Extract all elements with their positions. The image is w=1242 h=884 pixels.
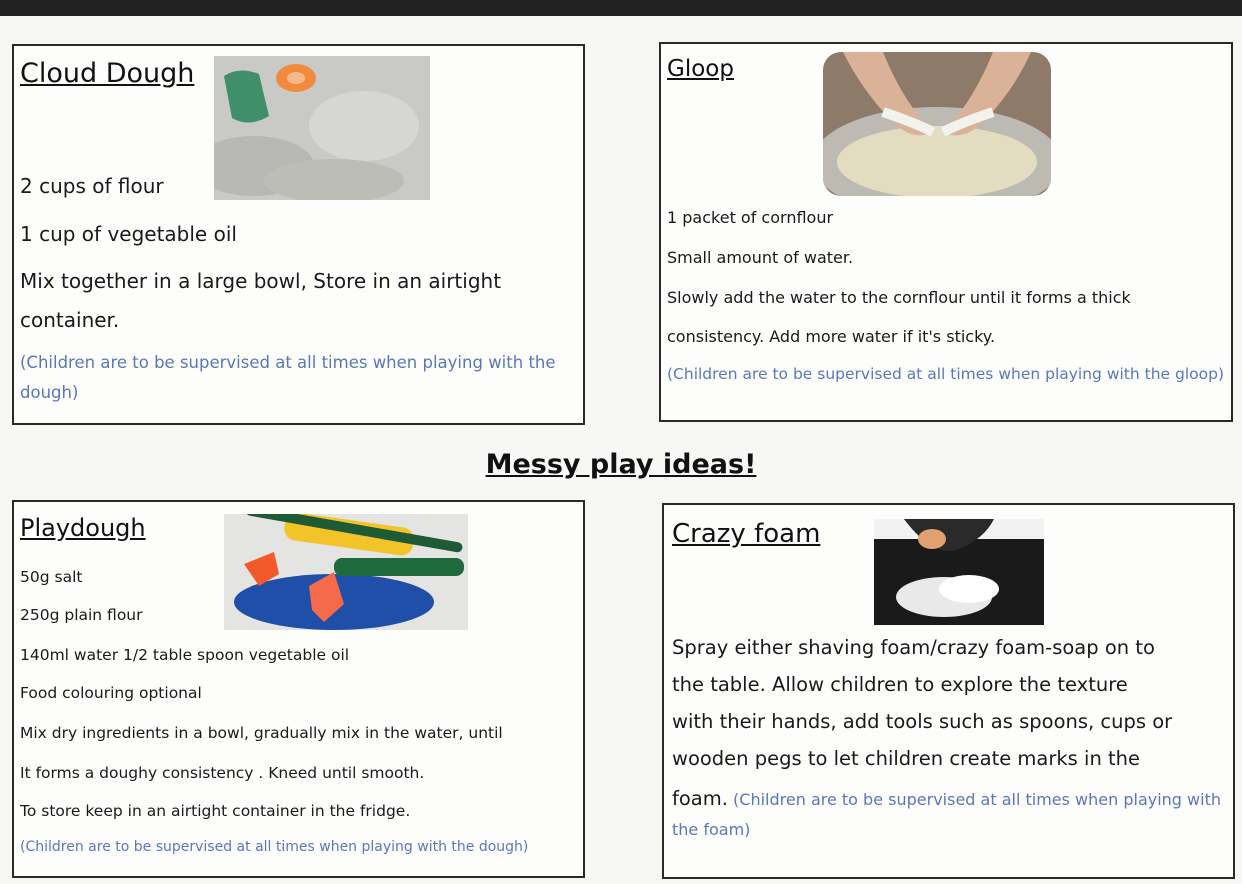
crazy-foam-line: the table. Allow children to explore the texture [672,673,1128,696]
crazy-foam-text [672,784,1228,845]
crazy-foam-title: Crazy foam [672,519,821,549]
cloud-dough-card [12,44,585,425]
gloop-supervision-note: (Children are to be supervised at all times when playing with the gloop) [667,365,1224,383]
crazy-foam-line: wooden pegs to let children create marks in the [672,747,1141,770]
playdough-line: 140ml water 1/2 table spoon vegetable oil [20,646,350,664]
cloud-dough-photo [214,56,430,200]
gloop-line: consistency. Add more water if it's sticky. [667,327,996,346]
gloop-card [659,42,1233,422]
playdough-line: Food colouring optional [20,684,202,702]
cloud-dough-supervision-note: (Children are to be supervised at all times when playing with the dough) [20,353,556,402]
playdough-line: It forms a doughy consistency . Kneed until smooth. [20,764,425,782]
crazy-foam-supervision-note: (Children are to be supervised at all times when playing with the foam) [672,790,1221,839]
gloop-line: Slowly add the water to the cornflour until it forms a thick [667,288,1131,307]
crazy-foam-photo [874,519,1044,625]
playdough-line: 250g plain flour [20,606,143,624]
crazy-foam-last-line: foam. [672,787,728,810]
playdough-photo [224,514,468,630]
cloud-dough-title: Cloud Dough [20,58,195,89]
crazy-foam-card [662,503,1235,879]
gloop-title: Gloop [667,56,734,82]
playdough-supervision-note: (Children are to be supervised at all times when playing with the dough) [20,839,529,855]
cloud-dough-line: 2 cups of flour [20,174,164,198]
playdough-line: To store keep in an airtight container in the fridge. [20,802,411,820]
gloop-line: 1 packet of cornflour [667,208,834,227]
crazy-foam-line: with their hands, add tools such as spoons, cups or [672,710,1173,733]
playdough-card [12,500,585,878]
cloud-dough-line: Mix together in a large bowl, Store in an airtight [20,269,502,293]
playdough-line: 50g salt [20,568,83,586]
cloud-dough-line: 1 cup of vegetable oil [20,222,237,246]
crazy-foam-line: Spray either shaving foam/crazy foam-soap on to [672,636,1155,659]
playdough-line: Mix dry ingredients in a bowl, gradually mix in the water, until [20,724,503,742]
top-bar [0,0,1242,16]
gloop-photo [823,52,1051,196]
gloop-line: Small amount of water. [667,248,854,267]
playdough-title: Playdough [20,514,146,542]
cloud-dough-line: container. [20,308,120,332]
page-headline: Messy play ideas! [485,449,757,480]
